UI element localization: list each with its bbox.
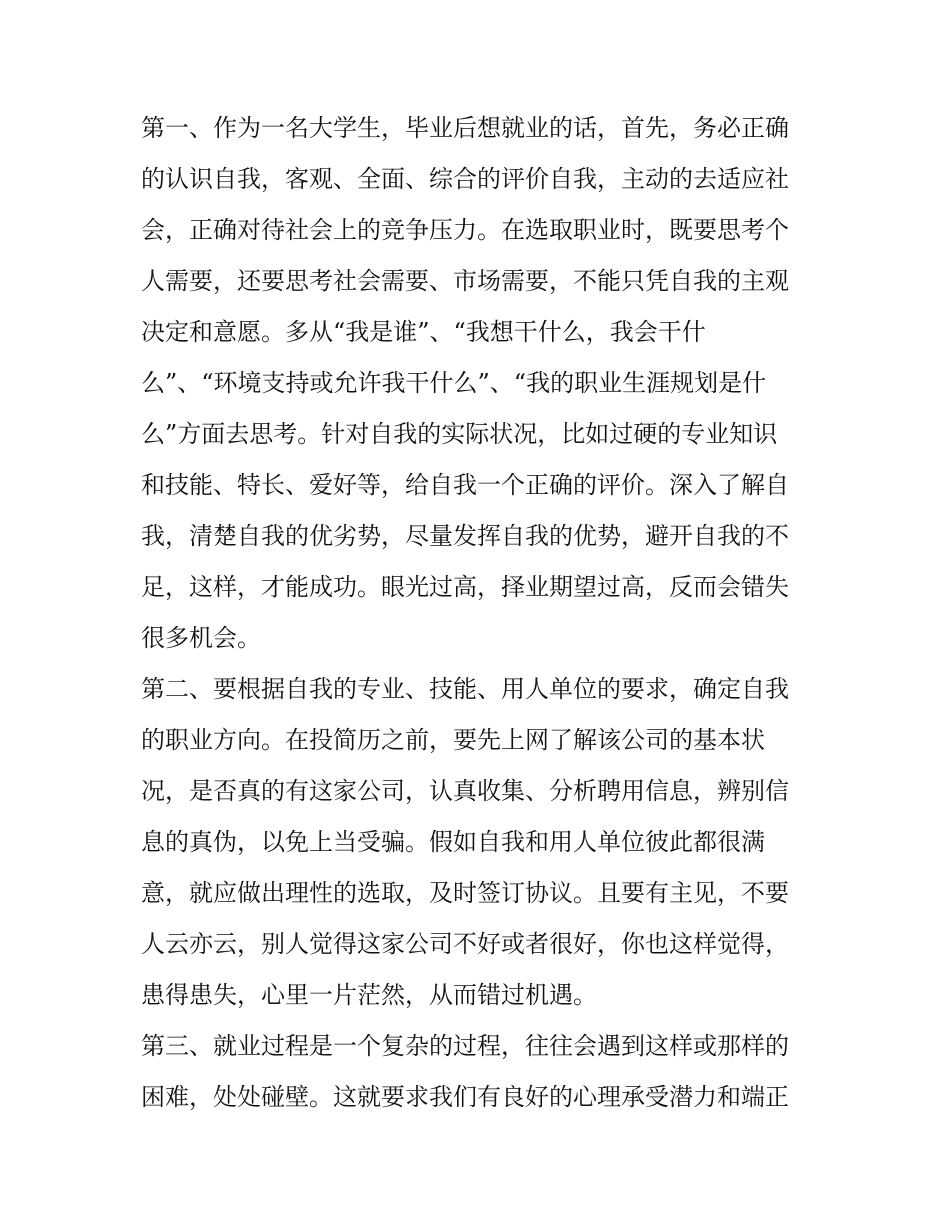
text-line: 的认识自我，客观、全面、综合的评价自我，主动的去适应社 (141, 165, 789, 193)
text-line: 第二、要根据自我的专业、技能、用人单位的要求，确定自我 (141, 675, 789, 703)
text-line: 人需要，还要思考社会需要、市场需要，不能只凭自我的主观 (141, 267, 789, 295)
text-line: 么”方面去思考。针对自我的实际状况，比如过硬的专业知识 (141, 420, 778, 448)
text-line: 第一、作为一名大学生，毕业后想就业的话，首先，务必正确 (141, 114, 789, 142)
text-line: 会，正确对待社会上的竞争压力。在选取职业时，既要思考个 (141, 216, 789, 244)
text-line: 决定和意愿。多从“我是谁”、“我想干什么，我会干什 (141, 318, 706, 346)
text-line: 患得患失，心里一片茫然，从而错过机遇。 (141, 981, 597, 1009)
text-line: 的职业方向。在投简历之前，要先上网了解该公司的基本状 (141, 726, 765, 754)
text-line: 况，是否真的有这家公司，认真收集、分析聘用信息，辨别信 (141, 777, 789, 805)
text-line: 困难，处处碰壁。这就要求我们有良好的心理承受潜力和端正 (141, 1083, 789, 1111)
text-line: 很多机会。 (141, 624, 261, 652)
text-line: 息的真伪，以免上当受骗。假如自我和用人单位彼此都很满 (141, 828, 765, 856)
text-line: 么”、“环境支持或允许我干什么”、“我的职业生涯规划是什 (141, 369, 767, 397)
text-line: 我，清楚自我的优劣势，尽量发挥自我的优势，避开自我的不 (141, 522, 789, 550)
text-line: 人云亦云，别人觉得这家公司不好或者很好，你也这样觉得， (141, 930, 789, 958)
text-line: 足，这样，才能成功。眼光过高，择业期望过高，反而会错失 (141, 573, 789, 601)
text-line: 意，就应做出理性的选取，及时签订协议。且要有主见，不要 (141, 879, 789, 907)
body-text (141, 110, 813, 1130)
text-line: 第三、就业过程是一个复杂的过程，往往会遇到这样或那样的 (141, 1032, 789, 1060)
text-line: 和技能、特长、爱好等，给自我一个正确的评价。深入了解自 (141, 471, 789, 499)
